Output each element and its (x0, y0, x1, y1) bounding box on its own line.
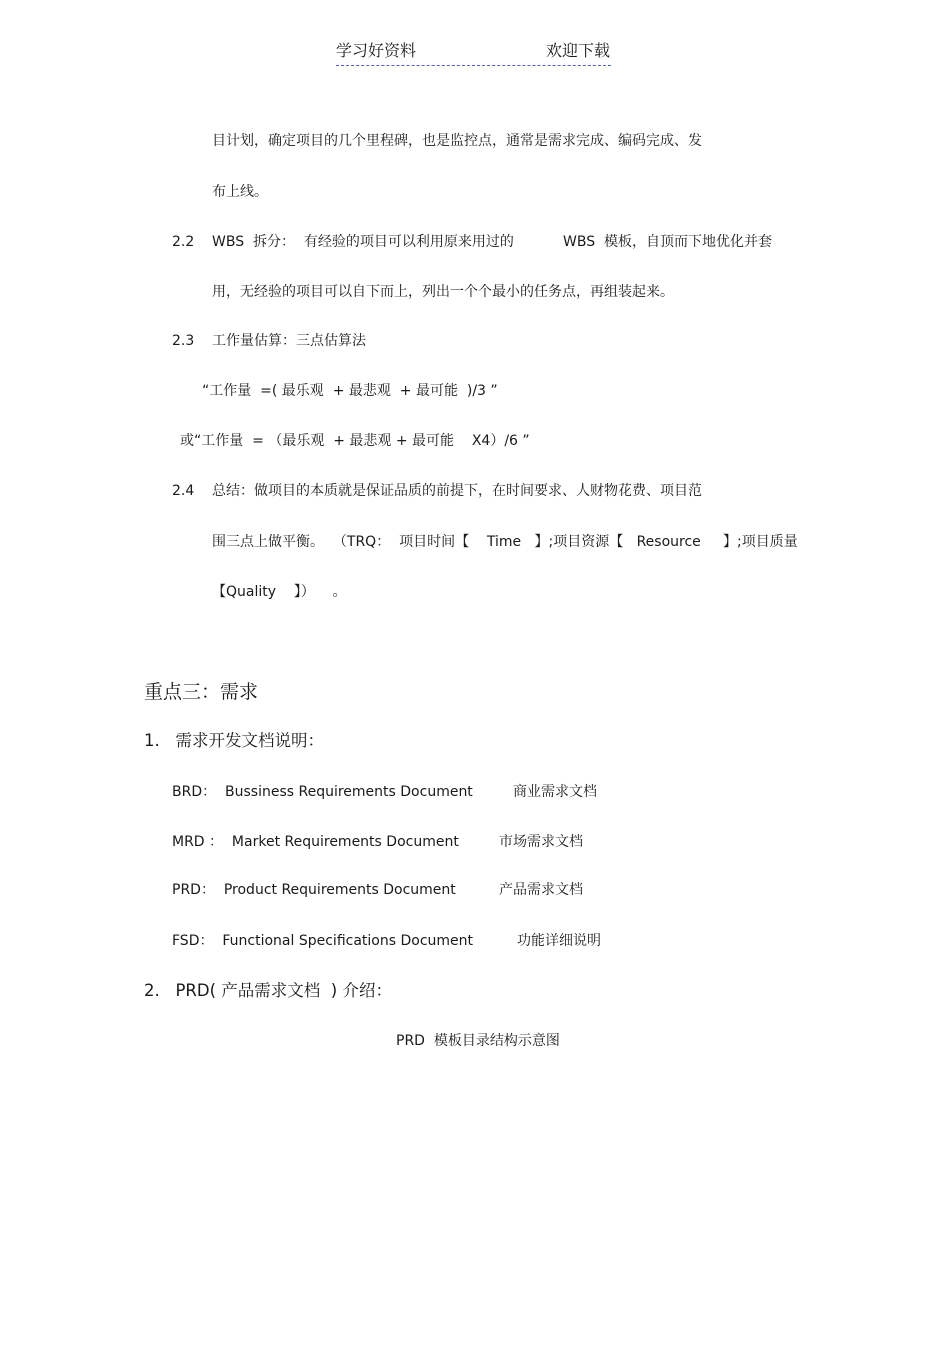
doc-abbreviation: MRD ： Market Requirements Document (172, 834, 459, 850)
paragraph-line: 目计划，确定项目的几个里程碑，也是监控点，通常是需求完成、编码完成、发 (212, 133, 702, 149)
paragraph-line: 布上线。 (212, 184, 268, 200)
doc-chinese-name: 功能详细说明 (517, 933, 601, 949)
list-item-heading: 2. PRD( 产品需求文档 ) 介绍： (144, 981, 392, 1000)
list-item-heading: 1. 需求开发文档说明： (144, 731, 324, 750)
page-header (336, 43, 611, 66)
header-right-text: 欢迎下载 (545, 41, 610, 60)
paragraph-line: 工作量估算：三点估算法 (212, 333, 366, 349)
formula-line: 或“工作量 = （最乐观 + 最悲观 + 最可能 X4）/6 ” (180, 433, 530, 449)
doc-chinese-name: 商业需求文档 (513, 784, 597, 800)
paragraph-line: 【Quality 】） 。 (212, 584, 347, 600)
doc-chinese-name: 市场需求文档 (499, 834, 583, 850)
section-number: 2.3 (172, 333, 195, 349)
paragraph-line: WBS 拆分： 有经验的项目可以利用原来用过的 (212, 234, 514, 250)
paragraph-line: 总结：做项目的本质就是保证品质的前提下，在时间要求、人财物花费、项目范 (212, 483, 702, 499)
header-left-text: 学习好资料 (336, 41, 417, 60)
formula-line: “工作量 =( 最乐观 + 最悲观 + 最可能 )/3 ” (202, 383, 498, 399)
paragraph-line: WBS 模板，自顶而下地优化并套 (563, 234, 772, 250)
doc-abbreviation: BRD： Bussiness Requirements Document (172, 784, 473, 800)
section-number: 2.4 (172, 483, 195, 499)
paragraph-line: 围三点上做平衡。 （TRQ： 项目时间【 Time 】;项目资源【 Resource 】;项目质量 (212, 534, 798, 550)
doc-chinese-name: 产品需求文档 (499, 882, 583, 898)
figure-caption: PRD 模板目录结构示意图 (396, 1033, 560, 1049)
paragraph-line: 用，无经验的项目可以自下而上，列出一个个最小的任务点，再组装起来。 (212, 284, 674, 300)
doc-abbreviation: PRD： Product Requirements Document (172, 882, 456, 898)
section-heading: 重点三：需求 (144, 681, 259, 703)
doc-abbreviation: FSD： Functional Specifications Document (172, 933, 473, 949)
section-number: 2.2 (172, 234, 195, 250)
